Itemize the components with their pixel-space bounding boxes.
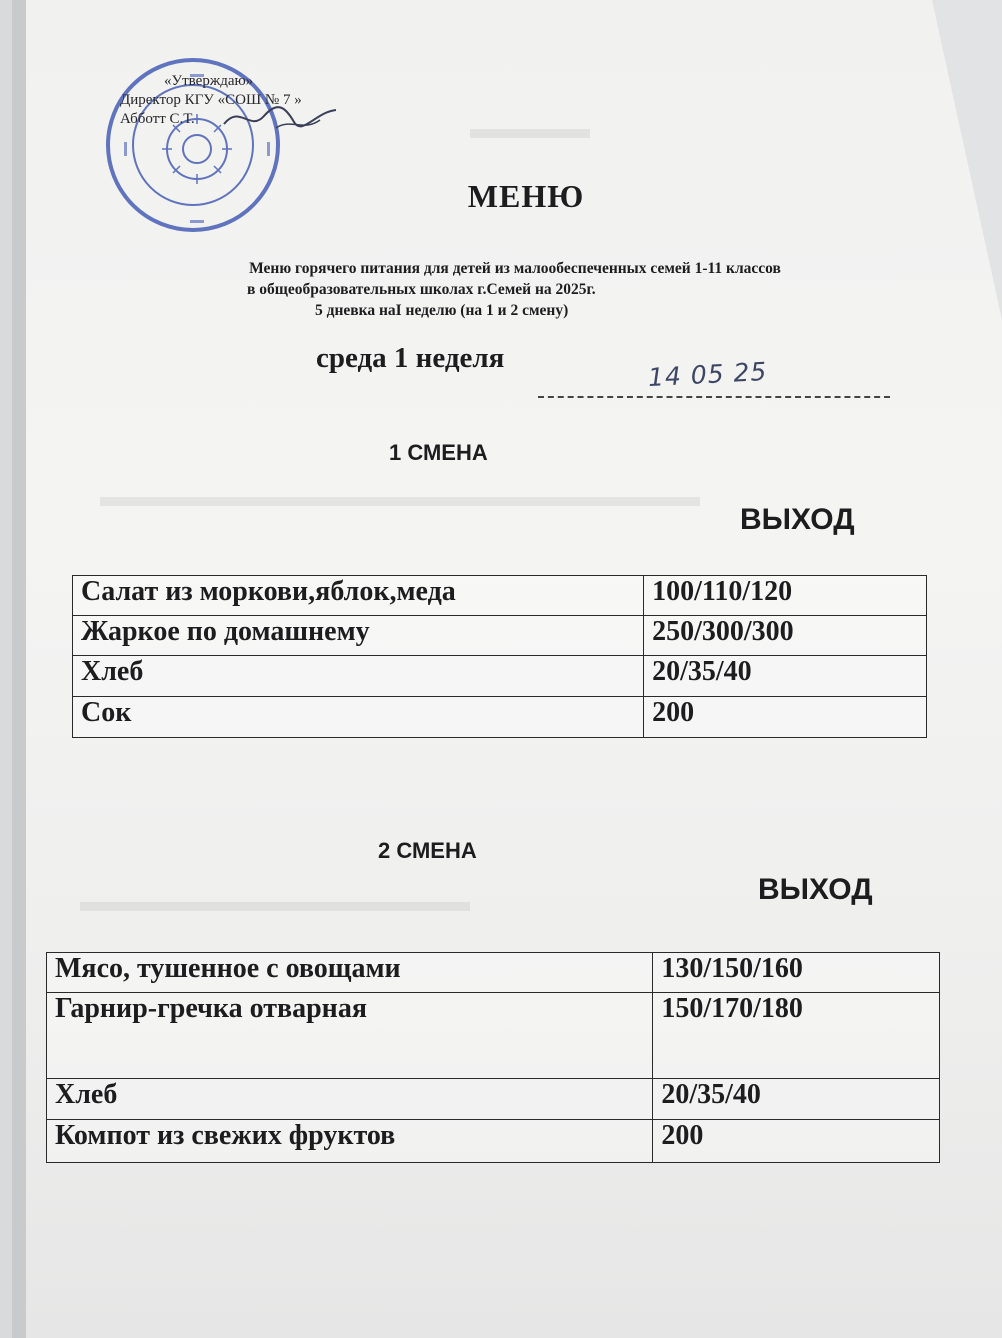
dish-portion: 150/170/180: [653, 993, 940, 1079]
shift-1-heading: 1 СМЕНА: [389, 440, 488, 465]
page-title: МЕНЮ: [467, 178, 585, 214]
dish-portion: 130/150/160: [653, 953, 940, 993]
table-row: [73, 576, 927, 616]
table-row: [47, 1120, 940, 1163]
dish-portion: 200: [644, 697, 927, 738]
dish-name: Мясо, тушенное с овощами: [47, 953, 653, 993]
dish-name: Хлеб: [73, 656, 644, 697]
bleed-through-3: ▬▬▬▬▬▬▬▬▬▬▬▬▬: [80, 885, 470, 918]
subtitle-line-2: в общеобразовательных школах г.Семей на 2025г.: [247, 281, 596, 298]
dish-portion: 200: [653, 1120, 940, 1163]
subtitle-line-3: 5 дневка наI неделю (на 1 и 2 смену): [315, 302, 569, 319]
date-dashed-line: [538, 396, 890, 398]
bleed-through-1: ▬▬▬▬: [470, 112, 590, 145]
subtitle-line-1: Меню горячего питания для детей из малообеспеченных семей 1-11 классов: [249, 260, 781, 277]
director-signature-icon: [220, 98, 340, 138]
dish-name: Жаркое по домашнему: [73, 616, 644, 656]
dish-portion: 250/300/300: [644, 616, 927, 656]
table-row: [47, 1079, 940, 1120]
shift-2-heading: 2 СМЕНА: [378, 838, 477, 863]
shift-2-output-heading: ВЫХОД: [758, 873, 873, 906]
table-row: [73, 616, 927, 656]
shift-1-menu-table: [72, 575, 927, 738]
dish-name: Компот из свежих фруктов: [47, 1120, 653, 1163]
bleed-through-2: ▬▬▬▬▬▬▬▬▬▬▬▬▬▬▬▬▬▬▬▬: [100, 480, 700, 513]
approval-line-1: «Утверждаю»: [164, 73, 254, 89]
dish-portion: 20/35/40: [644, 656, 927, 697]
sheet-folded-corner: [932, 0, 1002, 320]
shift-2-menu-table: [46, 952, 940, 1163]
dish-name: Гарнир-гречка отварная: [47, 993, 653, 1079]
table-row: [73, 656, 927, 697]
dish-portion: 20/35/40: [653, 1079, 940, 1120]
dish-name: Хлеб: [47, 1079, 653, 1120]
menu-subtitle: [175, 258, 855, 321]
table-row: [47, 953, 940, 993]
approval-line-3: Абботт С.Т.: [120, 111, 195, 127]
dish-portion: 100/110/120: [644, 576, 927, 616]
table-row: [73, 697, 927, 738]
day-heading: среда 1 неделя: [316, 342, 505, 374]
shift-1-output-heading: ВЫХОД: [740, 503, 855, 536]
table-row: [47, 993, 940, 1079]
approval-line-2: Директор КГУ «СОШ № 7 »: [120, 92, 302, 108]
handwritten-date: 14 05 25: [647, 356, 769, 393]
dish-name: Салат из моркови,яблок,меда: [73, 576, 644, 616]
dish-name: Сок: [73, 697, 644, 738]
